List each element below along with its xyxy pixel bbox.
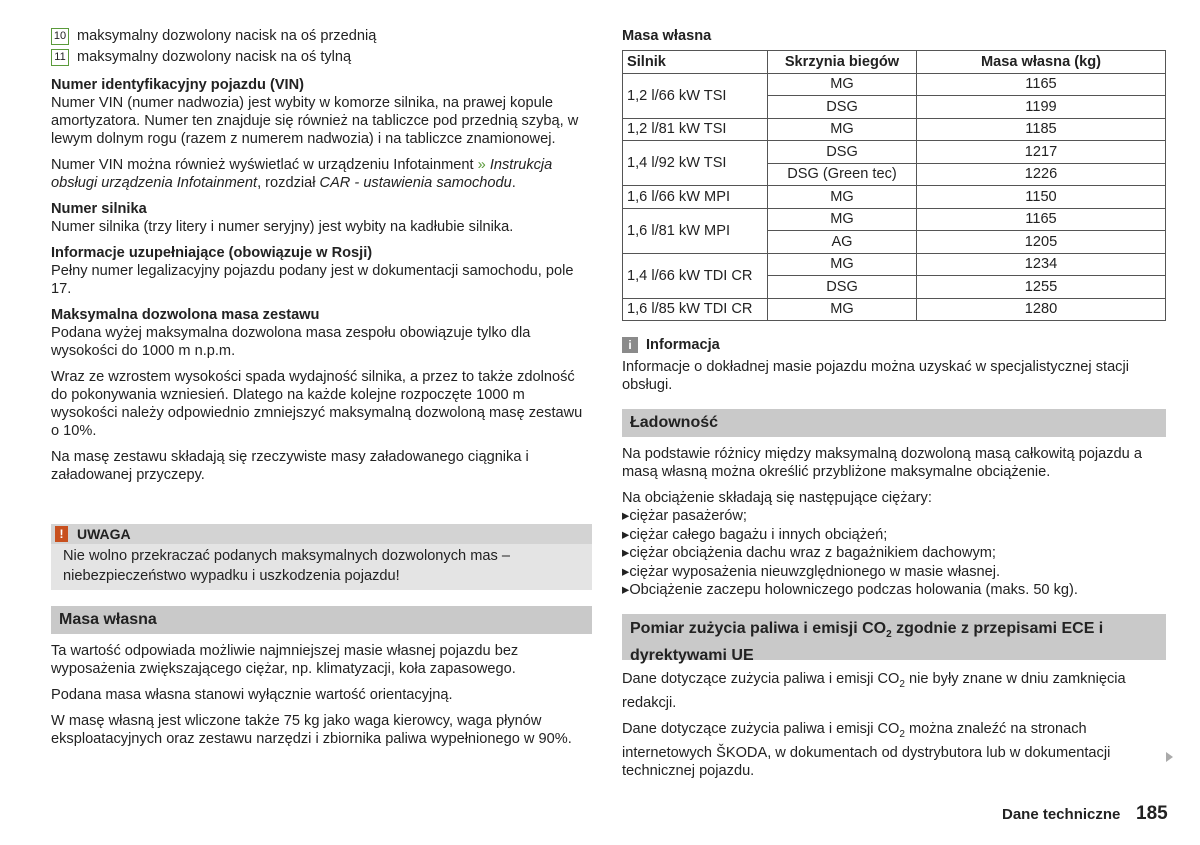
section-heading-load: Ładowność: [622, 409, 1166, 437]
reference-arrow-icon: »: [477, 157, 486, 173]
co2-p2-text: można znaleźć na stronach internetowych ŠKODA, w dokumentach od dystrybutora lub w dokumentacji technicznej pojazdu.: [622, 720, 1111, 779]
mass-cell: 1217: [917, 141, 1166, 164]
warning-header: [51, 524, 592, 544]
co2-heading-subscript: 2: [886, 629, 892, 641]
info-title: Informacja: [646, 337, 720, 353]
legend-item: [51, 48, 351, 66]
table-row: [623, 253, 1166, 276]
vin-paragraph-2: [51, 156, 592, 192]
vin-p2-text: , rozdział: [257, 175, 320, 191]
mass-cell: 1185: [917, 118, 1166, 141]
co2-p1-text: nie były znane w dniu zamknięcia redakcji.: [622, 671, 1126, 711]
table-row: [623, 118, 1166, 141]
warning-box: [51, 524, 592, 590]
info-icon: i: [622, 337, 638, 353]
combo-paragraph-3: Na masę zestawu składają się rzeczywiste masy załadowanego ciągnika i załadowanej przyczepy.: [51, 449, 529, 483]
left-column-upper: [51, 76, 592, 484]
section-heading-masa: Masa własna: [51, 606, 592, 634]
infotainment-manual-link[interactable]: Instrukcja obsługi urządzenia Infotainment: [51, 157, 553, 191]
mass-cell: 1226: [917, 163, 1166, 186]
gearbox-cell: MG: [768, 253, 917, 276]
mass-cell: 1165: [917, 208, 1166, 231]
gearbox-cell: MG: [768, 73, 917, 96]
legend-text: maksymalny dozwolony nacisk na oś tylną: [77, 49, 352, 65]
co2-heading-text: Pomiar zużycia paliwa i emisji CO: [630, 620, 887, 637]
gearbox-cell: DSG (Green tec): [768, 163, 917, 186]
combo-paragraph-2: Wraz ze wzrostem wysokości spada wydajność silnika, a przez to także zdolność do pokonywania wzniesień. Dlatego na każde kolejne rozpoczęte 1000 m wysokości należy odpowiednio zmniejszyć maksymalną dozwoloną masę zestawu o 10%.: [51, 369, 583, 439]
mass-cell: 1255: [917, 276, 1166, 299]
table-header-mass: Masa własna (kg): [917, 51, 1166, 74]
mass-cell: 1280: [917, 298, 1166, 321]
load-list: [622, 507, 1166, 600]
mass-cell: 1205: [917, 231, 1166, 254]
table-header-gearbox: Skrzynia biegów: [768, 51, 917, 74]
table-caption: Masa własna: [622, 28, 712, 44]
gearbox-cell: AG: [768, 231, 917, 254]
gearbox-cell: DSG: [768, 141, 917, 164]
gearbox-cell: MG: [768, 298, 917, 321]
gearbox-cell: MG: [768, 208, 917, 231]
combo-paragraph-1: Podana wyżej maksymalna dozwolona masa zespołu obowiązuje tylko dla wysokości do 1000 m n.p.m.: [51, 325, 531, 359]
footer-section-title: Dane techniczne: [1002, 806, 1121, 823]
load-paragraph-1: Na podstawie różnicy między maksymalną dozwoloną masą całkowitą pojazdu a masą własną można określić przybliżone maksymalne obciążenie.: [622, 446, 1142, 480]
table-row: [623, 186, 1166, 209]
table-row: [623, 208, 1166, 231]
engine-cell: 1,4 l/66 kW TDI CR: [623, 253, 768, 298]
combo-heading: Maksymalna dozwolona masa zestawu: [51, 307, 320, 323]
vin-p2-chapter: CAR - ustawienia samochodu: [319, 175, 512, 191]
mass-cell: 1234: [917, 253, 1166, 276]
engine-cell: 1,6 l/81 kW MPI: [623, 208, 768, 253]
vin-p2-text: .: [511, 175, 516, 191]
info-header: [622, 337, 720, 353]
vin-paragraph-1: Numer VIN (numer nadwozia) jest wybity w komorze silnika, na prawej kopule amortyzatora. Numer ten znajduje się również na tabliczce pod przednią szybą, w lewym dolnym rogu (razem z numerem nadwozia) i na tabliczce znamionowej.: [51, 95, 579, 147]
mass-cell: 1165: [917, 73, 1166, 96]
engine-cell: 1,6 l/66 kW MPI: [623, 186, 768, 209]
list-item: ▸ ciężar pasażerów;: [622, 507, 1166, 526]
list-item: ▸ ciężar wyposażenia nieuwzględnionego w masie własnej.: [622, 563, 1166, 582]
engine-cell: 1,4 l/92 kW TSI: [623, 141, 768, 186]
gearbox-cell: MG: [768, 186, 917, 209]
gearbox-cell: DSG: [768, 276, 917, 299]
co2-paragraph-1: [622, 670, 1166, 712]
legend-text: maksymalny dozwolony nacisk na oś przednią: [77, 28, 377, 44]
section-heading-co2: [622, 614, 1166, 665]
engine-heading: Numer silnika: [51, 201, 147, 217]
warning-title: UWAGA: [77, 526, 131, 542]
co2-p1-subscript: 2: [899, 678, 905, 690]
legend-number: 11: [51, 49, 69, 66]
vin-heading: Numer identyfikacyjny pojazdu (VIN): [51, 77, 305, 93]
continue-arrow-icon: [1166, 752, 1173, 762]
page-number: 185: [1136, 803, 1168, 824]
engine-text: Numer silnika (trzy litery i numer seryjny) jest wybity na kadłubie silnika.: [51, 219, 514, 235]
masa-paragraph-3: W masę własną jest wliczone także 75 kg jako waga kierowcy, waga płynów eksploatacyjnych oraz zestawu narzędzi i zbiornika paliwa wypełnionego w 90%.: [51, 713, 572, 747]
list-item: ▸ Obciążenie zaczepu holowniczego podczas holowania (maks. 50 kg).: [622, 581, 1166, 600]
load-section-body: [622, 445, 1166, 600]
table-row: [623, 298, 1166, 321]
co2-paragraph-2: [622, 720, 1166, 780]
table-header-engine: Silnik: [623, 51, 768, 74]
co2-p1-text: Dane dotyczące zużycia paliwa i emisji CO: [622, 671, 900, 687]
list-item: ▸ ciężar całego bagażu i innych obciążeń;: [622, 526, 1166, 545]
mass-table: [622, 50, 1166, 321]
co2-p2-text: Dane dotyczące zużycia paliwa i emisji CO: [622, 720, 900, 737]
warning-icon: !: [55, 526, 68, 542]
masa-paragraph-1: Ta wartość odpowiada możliwie najmniejszej masie własnej pojazdu bez wyposażenia zwiększającego ciężar, np. klimatyzacji, koła zapasowego.: [51, 643, 519, 677]
legend-item: [51, 27, 376, 45]
table-row: [623, 141, 1166, 164]
left-column-lower: [51, 642, 592, 748]
info-text: Informacje o dokładnej masie pojazdu można uzyskać w specjalistycznej stacji obsługi.: [622, 359, 1129, 393]
engine-cell: 1,2 l/81 kW TSI: [623, 118, 768, 141]
co2-heading-text: zgodnie z przepisami ECE i dyrektywami UE: [630, 620, 1104, 665]
table-header-row: [623, 51, 1166, 74]
table-row: [623, 73, 1166, 96]
mass-cell: 1150: [917, 186, 1166, 209]
engine-cell: 1,2 l/66 kW TSI: [623, 73, 768, 118]
list-item: ▸ ciężar obciążenia dachu wraz z bagażnikiem dachowym;: [622, 544, 1166, 563]
legend-number: 10: [51, 28, 69, 45]
gearbox-cell: DSG: [768, 96, 917, 119]
vin-p2-text: Numer VIN można również wyświetlać w urządzeniu Infotainment: [51, 157, 478, 173]
gearbox-cell: MG: [768, 118, 917, 141]
masa-paragraph-2: Podana masa własna stanowi wyłącznie wartość orientacyjną.: [51, 687, 453, 703]
load-paragraph-2: Na obciążenie składają się następujące ciężary:: [622, 490, 932, 506]
engine-cell: 1,6 l/85 kW TDI CR: [623, 298, 768, 321]
co2-p2-subscript: 2: [899, 728, 905, 740]
russia-heading: Informacje uzupełniające (obowiązuje w Rosji): [51, 245, 373, 261]
co2-section-body: [622, 670, 1166, 780]
russia-text: Pełny numer legalizacyjny pojazdu podany jest w dokumentacji samochodu, pole 17.: [51, 263, 574, 297]
mass-cell: 1199: [917, 96, 1166, 119]
warning-text: Nie wolno przekraczać podanych maksymalnych dozwolonych mas – niebezpieczeństwo wypadku i uszkodzenia pojazdu!: [63, 548, 510, 584]
